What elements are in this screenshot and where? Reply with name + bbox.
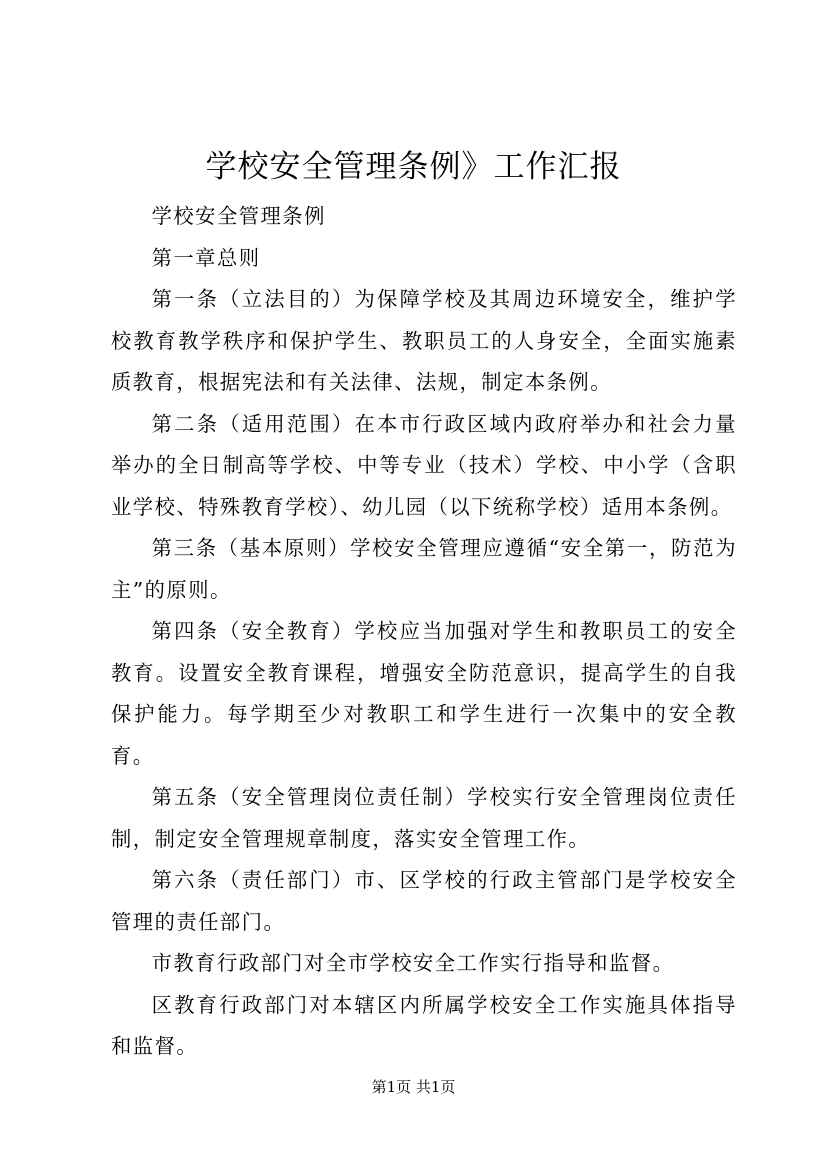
- document-body: [111, 196, 737, 1068]
- paragraph-article-4: 第四条（安全教育）学校应当加强对学生和教职员工的安全教育。设置安全教育课程，增强安全防范意识，提高学生的自我保护能力。每学期至少对教职工和学生进行一次集中的安全教育。: [111, 619, 737, 768]
- paragraph-city-supervision: 市教育行政部门对全市学校安全工作实行指导和监督。: [151, 951, 675, 975]
- document-title: 学校安全管理条例》工作汇报: [205, 149, 622, 185]
- paragraph-article-3: 第三条（基本原则）学校安全管理应遵循“安全第一，防范为主”的原则。: [111, 536, 737, 602]
- paragraph-article-1: 第一条（立法目的）为保障学校及其周边环境安全，维护学校教育教学秩序和保护学生、教职员工的人身安全，全面实施素质教育，根据宪法和有关法律、法规，制定本条例。: [111, 287, 737, 394]
- paragraph-article-5: 第五条（安全管理岗位责任制）学校实行安全管理岗位责任制，制定安全管理规章制度，落实安全管理工作。: [111, 785, 737, 851]
- paragraph-article-2: 第二条（适用范围）在本市行政区域内政府举办和社会力量举办的全日制高等学校、中等专业（技术）学校、中小学（含职业学校、特殊教育学校）、幼儿园（以下统称学校）适用本条例。: [111, 411, 737, 519]
- paragraph-district-supervision: 区教育行政部门对本辖区内所属学校安全工作实施具体指导和监督。: [111, 992, 737, 1058]
- paragraph-chapter-heading: 第一章总则: [151, 245, 261, 270]
- paragraph-article-6: 第六条（责任部门）市、区学校的行政主管部门是学校安全管理的责任部门。: [111, 868, 737, 934]
- paragraph-subtitle: 学校安全管理条例: [151, 204, 326, 228]
- page-footer: 第1页 共1页: [371, 1078, 456, 1096]
